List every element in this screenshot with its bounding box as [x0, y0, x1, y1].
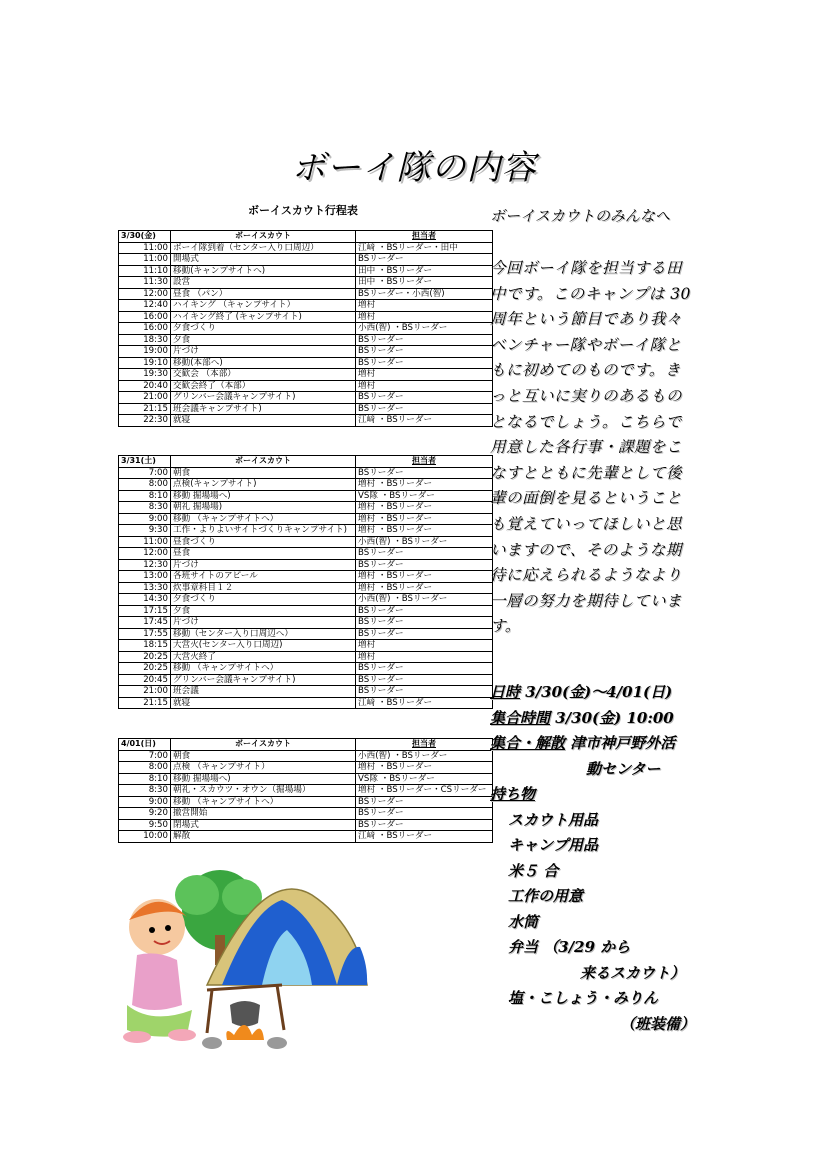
datetime-label: 日時 [490, 683, 521, 701]
responsible-cell: 増村 [356, 300, 493, 312]
camping-illustration [112, 855, 380, 1055]
event-header: ボーイスカウト [171, 456, 356, 468]
time-cell: 9:30 [119, 525, 171, 537]
event-cell: 移動 （キャンプサイトへ） [171, 796, 356, 808]
responsible-cell: 増村 ・BSリーダー [356, 502, 493, 514]
place-label: 集合・解散 [490, 734, 566, 752]
time-cell: 21:15 [119, 403, 171, 415]
event-cell: 大営火終了 [171, 651, 356, 663]
time-cell: 8:00 [119, 479, 171, 491]
event-cell: ボーイ隊到着（センター入り口周辺） [171, 242, 356, 254]
event-cell: 昼食 [171, 548, 356, 560]
table-row [119, 346, 493, 358]
responsible-cell: 小西(智) ・BSリーダー [356, 323, 493, 335]
event-cell: 片づけ [171, 617, 356, 629]
responsible-cell: BSリーダー [356, 796, 493, 808]
event-cell: 朝礼・スカウツ・オウン（掘場場） [171, 785, 356, 797]
responsible-cell: BSリーダー [356, 605, 493, 617]
date-header: 3/30(金) [119, 231, 171, 243]
responsible-cell: 増村 ・BSリーダー [356, 582, 493, 594]
time-cell: 19:10 [119, 357, 171, 369]
responsible-cell: BSリーダー [356, 254, 493, 266]
table-row [119, 617, 493, 629]
message-line: 用意した各行事・課題をこ [490, 438, 683, 457]
time-cell: 11:00 [119, 536, 171, 548]
table-row [119, 582, 493, 594]
message [490, 256, 705, 640]
time-cell: 11:30 [119, 277, 171, 289]
time-cell: 21:15 [119, 697, 171, 709]
event-cell: 各班サイトのアピール [171, 571, 356, 583]
event-cell: 片づけ [171, 559, 356, 571]
time-cell: 12:00 [119, 288, 171, 300]
schedule-table [118, 230, 493, 427]
responsible-header: 担当者 [356, 739, 493, 751]
table-row [119, 628, 493, 640]
table-row [119, 311, 493, 323]
event-cell: 移動 （キャンプサイトへ） [171, 513, 356, 525]
message-line: 今回ボーイ隊を担当する田 [490, 259, 683, 277]
responsible-header: 担当者 [356, 231, 493, 243]
event-cell: 点検(キャンプサイト) [171, 479, 356, 491]
time-cell: 14:30 [119, 594, 171, 606]
table-row [119, 594, 493, 606]
table-row [119, 525, 493, 537]
time-cell: 17:45 [119, 617, 171, 629]
table-row [119, 392, 493, 404]
schedule-table [118, 455, 493, 709]
table-row [119, 265, 493, 277]
event-cell: 移動（センター入り口周辺へ） [171, 628, 356, 640]
responsible-cell: 増村 ・BSリーダー・CSリーダー [356, 785, 493, 797]
list-item: 工作の用意 [508, 887, 584, 905]
time-cell: 12:30 [119, 559, 171, 571]
event-cell: 班会議キャンプサイト) [171, 403, 356, 415]
table-header-row [119, 739, 493, 751]
responsible-cell: BSリーダー [356, 808, 493, 820]
table-row [119, 513, 493, 525]
message-line: っと互いに実りのあるもの [490, 386, 683, 405]
list-item: 水筒 [508, 912, 539, 931]
table-row [119, 502, 493, 514]
time-cell: 18:15 [119, 640, 171, 652]
time-cell: 11:00 [119, 242, 171, 254]
date-header: 3/31(土) [119, 456, 171, 468]
table-row [119, 288, 493, 300]
items-row [490, 782, 705, 808]
table-row [119, 403, 493, 415]
responsible-cell: BSリーダー [356, 346, 493, 358]
responsible-cell: BSリーダー [356, 357, 493, 369]
responsible-cell: BSリーダー [356, 663, 493, 675]
time-cell: 20:25 [119, 651, 171, 663]
time-cell: 20:40 [119, 380, 171, 392]
items-list [490, 808, 705, 1038]
list-item: 弁当 （3/29 から [508, 938, 631, 956]
time-cell: 8:30 [119, 502, 171, 514]
table-header-row [119, 231, 493, 243]
event-cell: ハイキング終了 (キャンプサイト) [171, 311, 356, 323]
list-item: スカウト用品 [508, 810, 599, 829]
greeting: ボーイスカウトのみんなへ [490, 207, 670, 225]
event-cell: 設営 [171, 277, 356, 289]
time-cell: 22:30 [119, 415, 171, 427]
event-cell: ハイキング （キャンプサイト） [171, 300, 356, 312]
time-cell: 21:00 [119, 686, 171, 698]
event-cell: 就寝 [171, 415, 356, 427]
responsible-cell: BSリーダー [356, 548, 493, 560]
items-label: 持ち物 [490, 785, 536, 803]
message-line: す。 [490, 617, 521, 636]
table-header-row [119, 456, 493, 468]
event-cell: 就寝 [171, 697, 356, 709]
event-cell: 大営火(センター入り口周辺) [171, 640, 356, 652]
responsible-cell: BSリーダー [356, 334, 493, 346]
event-cell: 移動 掘場場へ) [171, 773, 356, 785]
event-cell: 夕食づくり [171, 323, 356, 335]
time-cell: 11:10 [119, 265, 171, 277]
list-item: （班装備） [620, 1014, 696, 1033]
responsible-cell: 江﨑 ・BSリーダー [356, 831, 493, 843]
table-row [119, 605, 493, 617]
schedule-title: ボーイスカウト行程表 [248, 204, 358, 217]
responsible-cell: 江﨑 ・BSリーダー [356, 697, 493, 709]
table-row [119, 357, 493, 369]
table-row [119, 242, 493, 254]
time-cell: 9:50 [119, 819, 171, 831]
event-cell: 開場式 [171, 254, 356, 266]
page-title: ボーイ隊の内容 [291, 148, 537, 188]
responsible-cell: 増村 ・BSリーダー [356, 571, 493, 583]
table-row [119, 674, 493, 686]
responsible-cell: 増村 [356, 311, 493, 323]
datetime-row [490, 680, 705, 706]
list-item: キャンプ用品 [508, 836, 599, 854]
time-cell: 8:30 [119, 785, 171, 797]
event-cell: 朝食 [171, 467, 356, 479]
table-row [119, 773, 493, 785]
message-line: 一層の努力を期待していま [490, 591, 683, 610]
responsible-cell: 田中 ・BSリーダー [356, 265, 493, 277]
table-row [119, 651, 493, 663]
time-cell: 20:45 [119, 674, 171, 686]
table-row [119, 831, 493, 843]
message-line: 待に応えられるようなより [490, 566, 683, 585]
time-cell: 12:40 [119, 300, 171, 312]
table-row [119, 796, 493, 808]
event-cell: 解散 [171, 831, 356, 843]
list-item: 来るスカウト） [580, 963, 686, 982]
time-cell: 12:00 [119, 548, 171, 560]
message-line: いますので、そのような期 [490, 540, 682, 559]
responsible-cell: 田中 ・BSリーダー [356, 277, 493, 289]
message-line: 中です。このキャンプは 30 [490, 284, 691, 303]
datetime-value: 3/30(金)～4/01(日) [525, 683, 673, 701]
event-cell: 撤営開始 [171, 808, 356, 820]
message-line: となるでしょう。こちらで [490, 412, 682, 431]
meeting-row [490, 706, 705, 732]
responsible-cell: 江﨑 ・BSリーダー・田中 [356, 242, 493, 254]
event-cell: グリンバー会議キャンプサイト) [171, 674, 356, 686]
place-value-cont: 動センター [586, 759, 661, 778]
responsible-cell: VS隊 ・BSリーダー [356, 773, 493, 785]
responsible-cell: BSリーダー [356, 617, 493, 629]
responsible-header: 担当者 [356, 456, 493, 468]
time-cell: 8:10 [119, 773, 171, 785]
event-header: ボーイスカウト [171, 231, 356, 243]
responsible-cell: 増村 ・BSリーダー [356, 762, 493, 774]
responsible-cell: 小西(智) ・BSリーダー [356, 750, 493, 762]
event-cell: 点検 （キャンプサイト） [171, 762, 356, 774]
time-cell: 10:00 [119, 831, 171, 843]
table-row [119, 697, 493, 709]
meeting-label: 集合時間 [490, 708, 551, 727]
list-item: 米５ 合 [508, 861, 559, 880]
place-value: 津市神戸野外活 [570, 734, 676, 752]
date-header: 4/01(日) [119, 739, 171, 751]
schedule-table [118, 738, 493, 843]
event-cell: 片づけ [171, 346, 356, 358]
event-cell: 移動(本部へ) [171, 357, 356, 369]
responsible-cell: 増村 ・BSリーダー [356, 479, 493, 491]
table-row [119, 548, 493, 560]
time-cell: 8:00 [119, 762, 171, 774]
message-line: 周年という節目であり我々 [490, 310, 683, 329]
table-row [119, 300, 493, 312]
event-cell: 交歓会 （本部） [171, 369, 356, 381]
responsible-cell: BSリーダー [356, 559, 493, 571]
event-cell: 移動 （キャンプサイトへ） [171, 663, 356, 675]
time-cell: 8:10 [119, 490, 171, 502]
event-cell: 昼食づくり [171, 536, 356, 548]
event-cell: 炊事章科目１２ [171, 582, 356, 594]
event-cell: 朝礼 掘場場) [171, 502, 356, 514]
time-cell: 17:15 [119, 605, 171, 617]
time-cell: 17:55 [119, 628, 171, 640]
time-cell: 19:00 [119, 346, 171, 358]
table-row [119, 415, 493, 427]
message-line: も覚えていってほしいと思 [490, 514, 683, 533]
event-cell: 夕食 [171, 334, 356, 346]
time-cell: 7:00 [119, 467, 171, 479]
event-header: ボーイスカウト [171, 739, 356, 751]
table-row [119, 536, 493, 548]
table-row [119, 467, 493, 479]
table-row [119, 686, 493, 698]
responsible-cell: BSリーダー [356, 392, 493, 404]
table-row [119, 808, 493, 820]
message-line: なすとともに先輩として後 [490, 463, 683, 482]
time-cell: 20:25 [119, 663, 171, 675]
responsible-cell: 増村 [356, 640, 493, 652]
table-row [119, 277, 493, 289]
time-cell: 11:00 [119, 254, 171, 266]
responsible-cell: 小西(智) ・BSリーダー [356, 594, 493, 606]
event-cell: 班会議 [171, 686, 356, 698]
time-cell: 16:00 [119, 323, 171, 335]
table-row [119, 369, 493, 381]
responsible-cell: 増村 [356, 380, 493, 392]
table-row [119, 750, 493, 762]
time-cell: 13:00 [119, 571, 171, 583]
event-cell: 朝食 [171, 750, 356, 762]
table-row [119, 663, 493, 675]
message-line: もに初めてのものです。き [490, 361, 681, 380]
table-row [119, 334, 493, 346]
time-cell: 7:00 [119, 750, 171, 762]
responsible-cell: BSリーダー [356, 674, 493, 686]
event-cell: 夕食づくり [171, 594, 356, 606]
responsible-cell: 江﨑 ・BSリーダー [356, 415, 493, 427]
time-cell: 18:30 [119, 334, 171, 346]
table-row [119, 640, 493, 652]
responsible-cell: 増村 ・BSリーダー [356, 513, 493, 525]
event-cell: グリンバー会議キャンプサイト) [171, 392, 356, 404]
event-info [490, 680, 705, 1037]
time-cell: 9:20 [119, 808, 171, 820]
message-line: ベンチャー隊やボーイ隊と [490, 335, 682, 354]
responsible-cell: BSリーダー [356, 628, 493, 640]
responsible-cell: 小西(智) ・BSリーダー [356, 536, 493, 548]
place-row [490, 731, 705, 782]
message-line: 輩の面倒を見るということ [490, 489, 683, 508]
time-cell: 9:00 [119, 513, 171, 525]
table-row [119, 254, 493, 266]
event-cell: 閉場式 [171, 819, 356, 831]
table-row [119, 490, 493, 502]
event-cell: 工作・よりよいサイトづくりキャンプサイト) [171, 525, 356, 537]
time-cell: 21:00 [119, 392, 171, 404]
table-row [119, 559, 493, 571]
responsible-cell: 増村 [356, 651, 493, 663]
table-row [119, 323, 493, 335]
responsible-cell: BSリーダー [356, 819, 493, 831]
time-cell: 16:00 [119, 311, 171, 323]
event-cell: 昼食 （パン） [171, 288, 356, 300]
responsible-cell: VS隊 ・BSリーダー [356, 490, 493, 502]
meeting-value: 3/30(金) 10:00 [555, 708, 674, 727]
event-cell: 移動(キャンプサイトへ) [171, 265, 356, 277]
responsible-cell: 増村 ・BSリーダー [356, 525, 493, 537]
list-item: 塩・こしょう・みりん [508, 989, 659, 1007]
campfire-icon [202, 985, 287, 1049]
time-cell: 19:30 [119, 369, 171, 381]
event-cell: 夕食 [171, 605, 356, 617]
time-cell: 9:00 [119, 796, 171, 808]
table-row [119, 571, 493, 583]
responsible-cell: BSリーダー・小西(智) [356, 288, 493, 300]
responsible-cell: BSリーダー [356, 467, 493, 479]
table-row [119, 479, 493, 491]
table-row [119, 380, 493, 392]
table-row [119, 785, 493, 797]
responsible-cell: BSリーダー [356, 403, 493, 415]
event-cell: 移動 掘場場へ) [171, 490, 356, 502]
responsible-cell: 増村 [356, 369, 493, 381]
event-cell: 交歓会終了（本部） [171, 380, 356, 392]
table-row [119, 819, 493, 831]
time-cell: 13:30 [119, 582, 171, 594]
table-row [119, 762, 493, 774]
responsible-cell: BSリーダー [356, 686, 493, 698]
